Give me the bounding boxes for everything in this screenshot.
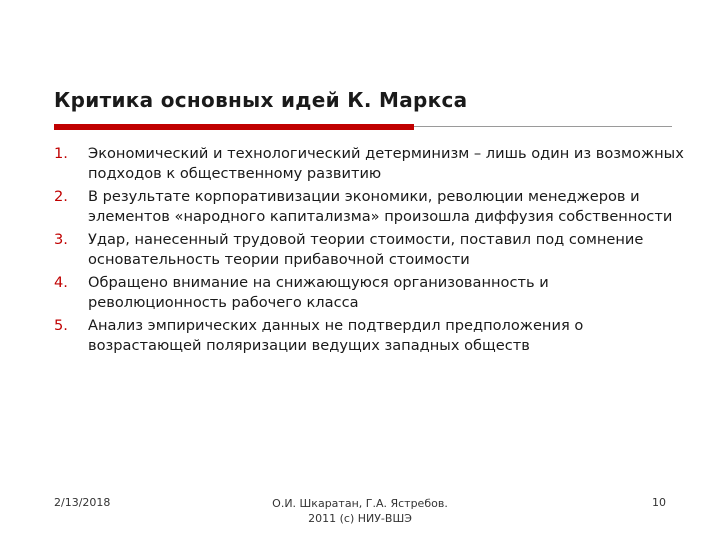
footer-date: 2/13/2018 xyxy=(54,496,111,509)
critique-list xyxy=(54,144,684,359)
list-item-text: Экономический и технологический детерминизм – лишь один из возможных подходов к общественному развитию xyxy=(88,145,684,182)
footer-author-line-1: О.И. Шкаратан, Г.А. Ястребов. xyxy=(272,497,448,510)
list-item-number: 3. xyxy=(54,231,68,248)
list-item-number: 5. xyxy=(54,317,68,334)
footer-page-number: 10 xyxy=(652,496,666,509)
title-accent-bar xyxy=(54,124,414,130)
list-item-number: 2. xyxy=(54,188,68,205)
list-item-text: В результате корпоративизации экономики, революции менеджеров и элементов «народного капитализма» произошла диффузия собственности xyxy=(88,188,673,225)
footer-author xyxy=(250,496,470,526)
footer-author-line-2: 2011 (c) НИУ-ВШЭ xyxy=(308,512,412,525)
list-item-text: Анализ эмпирических данных не подтвердил предположения о возрастающей поляризации ведущих западных обществ xyxy=(88,317,584,354)
list-item xyxy=(54,230,684,270)
list-item-number: 1. xyxy=(54,145,68,162)
list-item-text: Удар, нанесенный трудовой теории стоимости, поставил под сомнение основательность теории прибавочной стоимости xyxy=(88,231,644,268)
list-item xyxy=(54,187,684,227)
list-item xyxy=(54,316,684,356)
list-item-text: Обращено внимание на снижающуюся организованность и революционность рабочего класса xyxy=(88,274,549,311)
list-item xyxy=(54,273,684,313)
title-divider-line xyxy=(414,126,672,127)
list-item xyxy=(54,144,684,184)
slide-title: Критика основных идей К. Маркса xyxy=(54,88,468,112)
list-item-number: 4. xyxy=(54,274,68,291)
